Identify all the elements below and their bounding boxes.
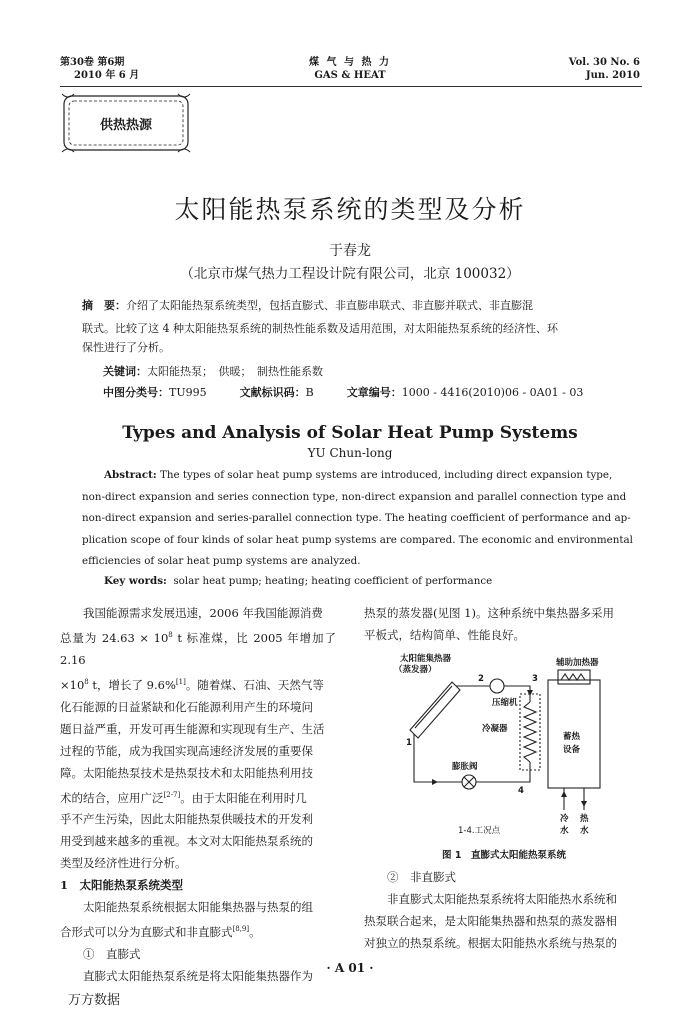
article-no-label: 文章编号： (346, 386, 402, 399)
issue-date-cn: 2010 年 6 月 (74, 70, 140, 81)
volume-issue: 第30卷 第6期 (60, 57, 125, 68)
label-compressor: 压缩机 (492, 698, 518, 708)
label-expansion-valve: 膨胀阀 (452, 762, 478, 772)
body-line: 非直膨式太阳能热泵系统将太阳能热水系统和 (387, 892, 617, 906)
section-heading: 1 太阳能热泵系统类型 (60, 878, 184, 893)
subsection-heading: ① 直膨式 (83, 947, 141, 962)
abstract-en-line: efficiencies of solar heat pump systems are analyzed. (82, 555, 361, 567)
right-column-bottom (364, 866, 644, 954)
label-cold: 水 (560, 826, 569, 836)
body-line: 障。太阳能热泵技术是热泵技术和太阳能热利用技 (60, 765, 313, 780)
article-no-value: 1000 - 4416(2010)06 - 0A01 - 03 (401, 386, 584, 399)
abstract-cn-label: 摘 要： (82, 299, 126, 312)
figure-1 (380, 650, 644, 840)
body-line: 术的结合，应用广泛[2-7]。由于太阳能在利用时几 (60, 790, 307, 805)
abstract-cn-cont (82, 319, 642, 357)
label-point-4: 4 (518, 786, 524, 796)
body-line: 题日益严重，开发可再生能源和实现现有生产、生活 (60, 721, 325, 736)
keywords-cn (103, 362, 323, 381)
journal-name-en: GAS & HEAT (314, 70, 386, 81)
body-line: 对独立的热泵系统。根据太阳能热水系统与热泵的 (364, 936, 617, 950)
keywords-en (104, 571, 492, 593)
body-line: 类型及经济性进行分析。 (60, 856, 187, 871)
label-collector: 太阳能集热器 (400, 654, 452, 664)
abstract-cn-line: 保性进行了分析。 (82, 341, 170, 354)
label-storage: 蓄热 (563, 732, 581, 742)
label-point-3: 3 (532, 674, 538, 684)
label-aux-heater: 辅助加热器 (556, 658, 599, 668)
body-line: 我国能源需求发展迅速，2006 年我国能源消费 (83, 606, 323, 620)
doc-code-label: 文献标识码： (239, 386, 306, 399)
section-label: 供热热源 (99, 118, 152, 133)
affiliation-cn: （北京市煤气热力工程设计院有限公司，北京 100032） (180, 266, 520, 282)
label-state-points: 1-4.工况点 (458, 826, 501, 836)
doc-code-value: B (305, 386, 314, 399)
keywords-en-label: Key words: (104, 575, 167, 587)
body-line: 合形式可以分为直膨式和非直膨式[8,9]。 (60, 925, 261, 940)
section-badge (60, 92, 192, 154)
abstract-en-label: Abstract: (104, 469, 157, 481)
page-number: · A 01 · (326, 961, 374, 975)
journal-volume-en (569, 56, 640, 82)
label-cold: 冷 (560, 814, 569, 824)
keywords-en-text: solar heat pump; heating; heating coefficient of performance (173, 575, 493, 587)
abstract-cn-line: 联式。比较了这 4 种太阳能热泵系统的制热性能系数及适用范围，对太阳能热泵系统的经济性、环 (82, 322, 558, 335)
clc-value: TU995 (169, 386, 207, 399)
label-condenser: 冷凝器 (482, 724, 508, 734)
body-line: 太阳能热泵系统根据太阳能集热器与热泵的组 (83, 900, 313, 915)
abstract-en-line: non-direct expansion and series-parallel connection type. The heating coefficient of performance and ap- (82, 512, 631, 524)
left-column (60, 602, 336, 987)
label-point-1: 1 (406, 738, 412, 748)
keywords-cn-label: 关键词： (103, 365, 147, 378)
body-line: 过程的节能，成为我国实现高速经济发展的重要保 (60, 743, 313, 758)
figure-1-diagram (380, 650, 644, 840)
label-storage: 设备 (563, 745, 581, 755)
author-en: YU Chun-long (307, 446, 393, 460)
abstract-en-line: The types of solar heat pump systems are introduced, including direct expansion type, (159, 469, 613, 481)
body-line: 乎不产生污染，因此太阳能热泵供暖技术的开发利 (60, 812, 313, 827)
body-line: 化石能源的日益紧缺和化石能源利用产生的环境问 (60, 699, 313, 714)
abstract-cn (82, 296, 642, 315)
body-line: 直膨式太阳能热泵系统是将太阳能集热器作为 (83, 969, 313, 984)
body-line: 平板式，结构简单、性能良好。 (364, 628, 525, 642)
classification (103, 383, 643, 402)
label-hot: 水 (580, 826, 589, 836)
right-column-top (364, 602, 644, 646)
label-evaporator: （蒸发器） (394, 665, 437, 675)
clc-label: 中图分类号： (103, 386, 169, 399)
abstract-en (82, 465, 642, 573)
label-hot: 热 (580, 814, 589, 824)
author-cn: 于春龙 (329, 243, 371, 259)
body-line: 热泵的蒸发器(见图 1)。这种系统中集热器多采用 (364, 606, 614, 620)
abstract-en-line: non-direct expansion and series connection type, non-direct expansion and parallel connection type and (82, 490, 627, 503)
subsection-heading: ② 非直膨式 (387, 870, 456, 884)
title-en: Types and Analysis of Solar Heat Pump Systems (122, 423, 578, 443)
title-cn: 太阳能热泵系统的类型及分析 (174, 195, 526, 224)
volume-issue-en: Vol. 30 No. 6 (568, 57, 640, 68)
body-line: $\times 10^8$ t，增长了 9.6%[1]。随着煤、石油、天然气等 (60, 677, 324, 692)
journal-name-cn: 煤 气 与 热 力 (309, 57, 391, 68)
body-line: 用受到越来越多的重视。本文对太阳能热泵系统的 (60, 834, 313, 849)
figure-caption: 图 1 直膨式太阳能热泵系统 (442, 850, 566, 861)
issue-date-en: Jun. 2010 (585, 70, 640, 81)
footer-watermark: 万方数据 (68, 993, 121, 1008)
body-line: 热泵联合起来，是太阳能集热器和热泵的蒸发器相 (364, 914, 617, 928)
abstract-cn-line: 介绍了太阳能热泵系统类型，包括直膨式、非直膨串联式、非直膨并联式、非直膨混 (126, 299, 533, 312)
label-point-2: 2 (478, 674, 484, 684)
body-line: 总量为 $24.63 \times 10^8$ t 标准煤，比 2005 年增加了 2.16 (60, 630, 336, 667)
abstract-en-line: plication scope of four kinds of solar heat pump systems are compared. The economic and environmental (82, 533, 633, 546)
header-rule (60, 86, 642, 87)
keywords-cn-text: 太阳能热泵； 供暖； 制热性能系数 (147, 365, 323, 378)
